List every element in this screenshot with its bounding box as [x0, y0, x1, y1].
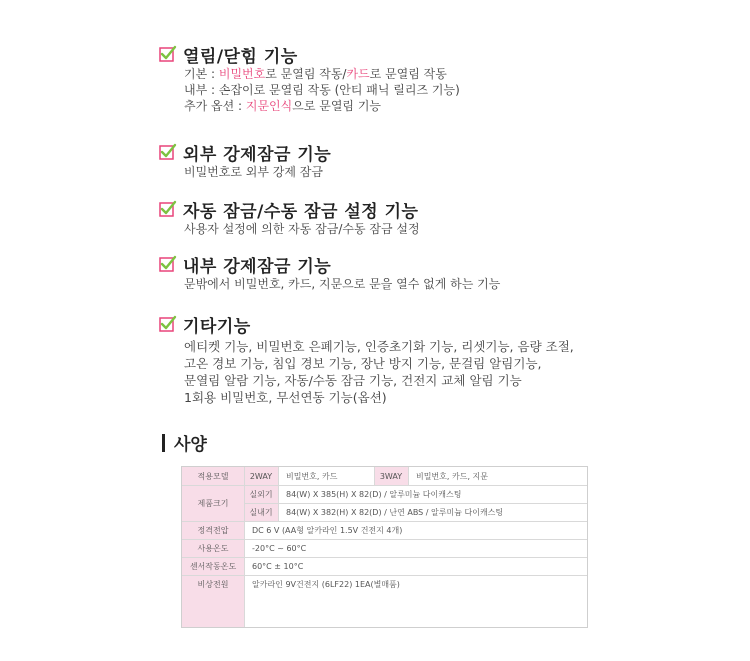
section-title: 기타기능: [183, 316, 251, 337]
power-value: 알카라인 9V건전지 (6LF22) 1EA(별매품): [244, 575, 587, 627]
section-title: 외부 강제잠금 기능: [183, 144, 332, 165]
model-3way-desc: 비밀번호, 카드, 지문: [408, 467, 587, 485]
label-temp: 사용온도: [182, 539, 244, 557]
feature-internal-lock: [159, 252, 500, 292]
model-2way-desc: 비밀번호, 카드: [278, 467, 374, 485]
divider: [244, 503, 587, 504]
divider: [182, 539, 587, 540]
checkbox-check-icon: [159, 200, 177, 218]
section-title: 열림/닫힘 기능: [183, 46, 298, 67]
spec-table: [181, 466, 588, 628]
divider: [182, 557, 587, 558]
divider: [278, 467, 279, 521]
label-sensor: 센서작동온도: [182, 557, 244, 575]
text-line: 고온 경보 기능, 침입 경보 기능, 장난 방지 기능, 문걸림 알림기능,: [184, 356, 542, 371]
text-line: 내부 : 손잡이로 문열림 작동 (안티 패닉 릴리즈 기능): [184, 83, 460, 97]
text-line: 추가 옵션 : 지문인식으로 문열림 기능: [184, 99, 382, 113]
feature-auto-manual-lock: [159, 197, 420, 237]
model-2way: 2WAY: [244, 467, 278, 485]
section-title: 자동 잠금/수동 잠금 설정 기능: [183, 201, 419, 222]
spec-heading: [162, 430, 207, 455]
divider: [182, 485, 587, 486]
inner-value: 84(W) X 382(H) X 82(D) / 난연 ABS / 알루미늄 다이캐스팅: [278, 503, 587, 521]
divider: [374, 467, 375, 485]
checkbox-check-icon: [159, 255, 177, 273]
feature-external-lock: [159, 140, 331, 180]
label-voltage: 정격전압: [182, 521, 244, 539]
label-size: 제품크기: [182, 485, 244, 521]
text-line: 1회용 비밀번호, 무선연동 기능(옵션): [184, 390, 387, 405]
divider: [182, 575, 587, 576]
text-line: 사용자 설정에 의한 자동 잠금/수동 잠금 설정: [184, 222, 420, 236]
section-title: 내부 강제잠금 기능: [183, 256, 332, 277]
divider: [408, 467, 409, 485]
temp-value: -20°C ~ 60°C: [244, 539, 587, 557]
text-line: 비밀번호로 외부 강제 잠금: [184, 165, 323, 179]
text-line: 에티켓 기능, 비밀번호 은폐기능, 인증초기화 기능, 리셋기능, 음량 조절,: [184, 339, 574, 354]
checkbox-check-icon: [159, 315, 177, 333]
outer-value: 84(W) X 385(H) X 82(D) / 알루미늄 다이캐스팅: [278, 485, 587, 503]
model-3way: 3WAY: [374, 467, 408, 485]
text-line: 문열림 알람 기능, 자동/수동 잠금 기능, 건전지 교체 알림 기능: [184, 373, 522, 388]
voltage-value: DC 6 V (AA형 알카라인 1.5V 건전지 4개): [244, 521, 587, 539]
spec-title: 사양: [174, 435, 207, 455]
divider: [244, 467, 245, 627]
label-outer: 실외기: [244, 485, 278, 503]
text-line: 문밖에서 비밀번호, 카드, 지문으로 문을 열수 없게 하는 기능: [184, 277, 501, 291]
divider: [182, 521, 587, 522]
checkbox-check-icon: [159, 45, 177, 63]
label-inner: 실내기: [244, 503, 278, 521]
checkbox-check-icon: [159, 143, 177, 161]
label-model: 적용모델: [182, 467, 244, 485]
sensor-value: 60°C ± 10°C: [244, 557, 587, 575]
feature-other: [159, 312, 574, 406]
label-power: 비상전원: [182, 575, 244, 627]
heading-bar: [162, 434, 165, 452]
feature-open-close: [159, 42, 460, 114]
text-line: 기본 : 비밀번호로 문열림 작동/카드로 문열림 작동: [184, 67, 447, 81]
